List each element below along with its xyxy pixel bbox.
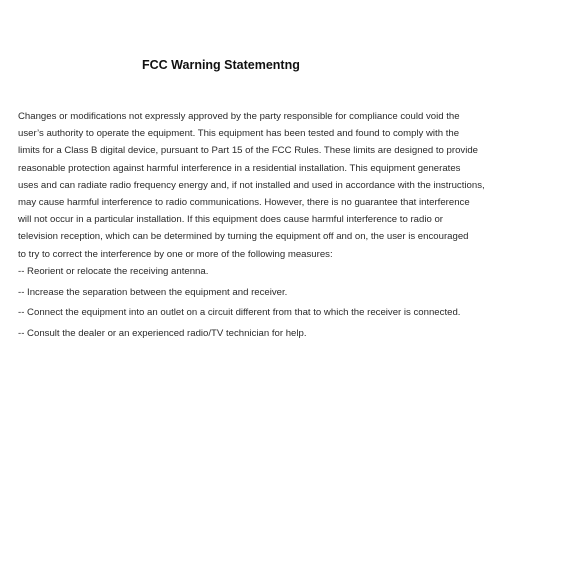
paragraph-line: uses and can radiate radio frequency energy and, if not installed and used in accordance with the instructions,	[18, 179, 485, 191]
paragraph-line: television reception, which can be determined by turning the equipment off and on, the user is encouraged	[18, 231, 469, 243]
paragraph-line: may cause harmful interference to radio communications. However, there is no guarantee that interference	[18, 197, 470, 209]
measures-list	[18, 263, 563, 345]
paragraph-line: user’s authority to operate the equipment. This equipment has been tested and found to comply with the	[18, 128, 460, 140]
paragraph-line: limits for a Class B digital device, pursuant to Part 15 of the FCC Rules. These limits are designed to provide	[18, 145, 479, 157]
measure-item-increase-separation: -- Increase the separation between the equipment and receiver.	[18, 286, 288, 298]
document-title: FCC Warning Statementng	[142, 58, 300, 72]
measure-item-different-outlet: -- Connect the equipment into an outlet on a circuit different from that to which the receiver is connected.	[18, 307, 461, 318]
paragraph-line: to try to correct the interference by one or more of the following measures:	[18, 248, 333, 260]
measure-item-reorient-antenna: -- Reorient or relocate the receiving antenna.	[18, 266, 209, 277]
warning-paragraph	[18, 108, 563, 263]
paragraph-line: Changes or modifications not expressly approved by the party responsible for compliance could void the	[18, 111, 460, 122]
measure-item-consult-dealer: -- Consult the dealer or an experienced radio/TV technician for help.	[18, 327, 307, 339]
paragraph-line: reasonable protection against harmful interference in a residential installation. This equipment generates	[18, 162, 461, 174]
paragraph-line: will not occur in a particular installation. If this equipment does cause harmful interference to radio or	[18, 214, 444, 226]
